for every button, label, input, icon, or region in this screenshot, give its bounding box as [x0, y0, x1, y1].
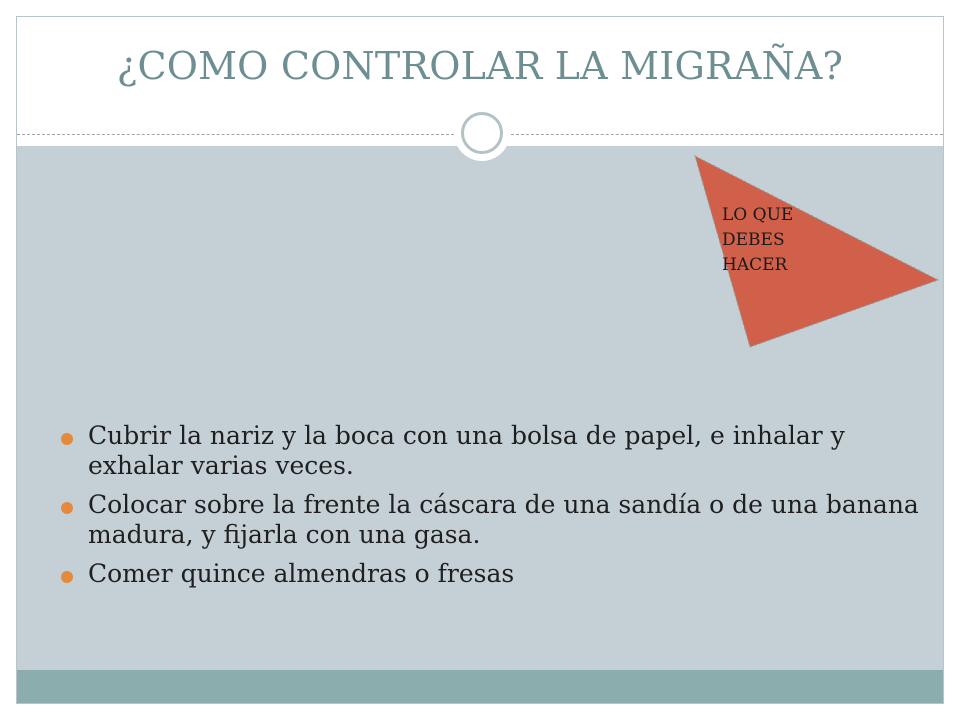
list-item [60, 490, 920, 550]
bullet-marker-icon [61, 433, 73, 445]
triangle-label-line: HACER [722, 255, 788, 275]
triangle-label-line: DEBES [722, 230, 785, 250]
bullet-text: Cubrir la nariz y la boca con una bolsa de papel, e inhalar y exhalar varias veces. [88, 421, 845, 480]
list-item [60, 559, 920, 589]
triangle-label [722, 203, 793, 278]
bullet-marker-icon [61, 571, 73, 583]
circle-ornament-icon [454, 105, 510, 161]
list-item [60, 421, 920, 481]
bullet-text: Colocar sobre la frente la cáscara de una sandía o de una banana madura, y fijarla con una gasa. [88, 490, 919, 549]
triangle-label-line: LO QUE [722, 205, 794, 225]
bullet-text: Comer quince almendras o fresas [88, 559, 515, 588]
slide-title: ¿COMO CONTROLAR LA MIGRAÑA? [116, 44, 844, 88]
bottom-band [17, 670, 943, 703]
bullet-list [60, 421, 920, 598]
bullet-marker-icon [61, 502, 73, 514]
